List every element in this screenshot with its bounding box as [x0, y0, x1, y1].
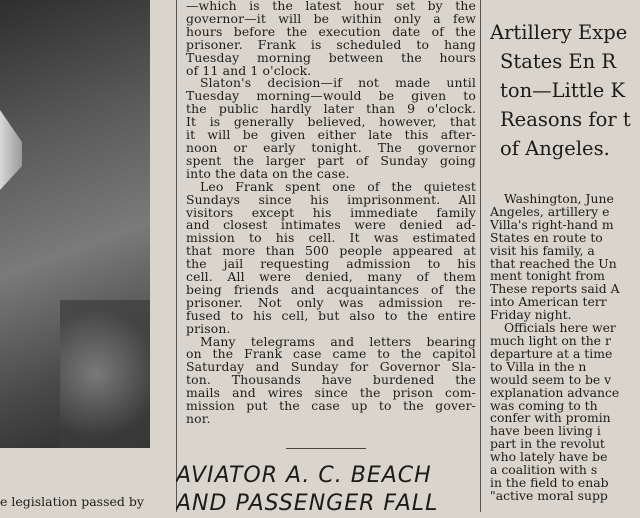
- article-line: These reports said A: [490, 281, 620, 297]
- photo-shadow: [60, 300, 150, 448]
- article-line: into American terr: [490, 294, 607, 310]
- headline-line: Reasons for t: [500, 108, 631, 131]
- article-line: Sundays since his imprisonment. All: [186, 191, 476, 207]
- article-line: cell. All were denied, many of them: [186, 269, 476, 285]
- article-line: mission put the case up to the gover-: [186, 398, 476, 414]
- article-line: of 11 and 1 o'clock.: [186, 62, 312, 78]
- article-line: was coming to th: [490, 397, 598, 413]
- article-line: mission to his cell. It was estimated: [186, 230, 476, 246]
- article-line: Many telegrams and letters bearing: [200, 333, 476, 349]
- article-line: into the data on the case.: [186, 165, 350, 181]
- article-line: "active moral supp: [490, 487, 608, 503]
- article-line: Slaton's decision—if not made until: [200, 75, 476, 91]
- article-line: the jail requesting admission to his: [186, 256, 476, 272]
- article-line: governor—it will be within only a few: [186, 10, 476, 26]
- article-line: visitors except his immediate family: [186, 204, 476, 220]
- article-line: prisoner. Not only was admission re-: [186, 294, 476, 310]
- artillery-headline: [490, 18, 640, 163]
- article-line: on the Frank case came to the capitol: [186, 346, 476, 362]
- article-line: States en route to: [490, 229, 603, 245]
- article-line: part in the revolut: [490, 436, 605, 452]
- article-line: explanation advance: [490, 384, 620, 400]
- article-line: prison.: [186, 320, 231, 336]
- article-line: Villa's right-hand m: [490, 216, 614, 232]
- article-line: in the field to enab: [490, 474, 609, 490]
- article-line: Leo Frank spent one of the quietest: [200, 178, 476, 194]
- artillery-article-body: [490, 193, 640, 503]
- article-line: a coalition with s: [490, 462, 598, 478]
- article-line: that more than 500 people appeared at: [186, 243, 476, 259]
- article-line: Friday night.: [490, 307, 572, 323]
- news-photograph: [0, 0, 150, 448]
- aviator-headline-line-2: AND PASSENGER FALL: [176, 491, 439, 516]
- article-line: would seem to be v: [490, 371, 612, 387]
- article-line: —which is the latest hour set by the: [186, 0, 476, 13]
- article-line: spent the larger part of Sunday going: [186, 152, 476, 168]
- article-line: fused to his cell, but also to the entire: [186, 307, 476, 323]
- article-line: much light on the r: [490, 332, 611, 348]
- article-line: visit his family, a: [490, 242, 595, 258]
- article-line: nor.: [186, 411, 211, 426]
- article-line: Angeles, artillery e: [490, 203, 610, 219]
- article-line: to Villa in the n: [490, 358, 587, 374]
- article-line: confer with promin: [490, 410, 611, 426]
- middle-column-article: [186, 0, 476, 426]
- article-line: it will be given either late this after-: [186, 127, 476, 143]
- article-separator: [286, 448, 366, 449]
- article-line: Saturday and Sunday for Governor Sla-: [186, 359, 476, 375]
- article-line: Tuesday morning—would be given to: [186, 88, 476, 104]
- article-line: the public hardly later than 9 o'clock.: [186, 101, 476, 117]
- article-line: have been living i: [490, 423, 601, 439]
- article-line: mails and wires since the prison com-: [186, 385, 476, 401]
- headline-line: Artillery Expe: [490, 21, 628, 44]
- headline-line: ton—Little K: [500, 79, 626, 102]
- headline-line: States En R: [500, 50, 617, 73]
- photo-highlight: [0, 110, 22, 190]
- aviator-headline: [176, 462, 476, 518]
- aviator-headline-line-1: AVIATOR A. C. BEACH: [176, 463, 432, 488]
- article-line: who lately have be: [490, 449, 608, 465]
- article-line: noon or early tonight. The governor: [186, 139, 476, 155]
- article-line: being friends and acquaintances of the: [186, 281, 476, 297]
- article-line: Tuesday morning between the hours: [186, 49, 476, 65]
- column-rule-right: [480, 0, 481, 512]
- article-line: prisoner. Frank is scheduled to hang: [186, 36, 476, 52]
- right-column-article: [490, 0, 640, 503]
- article-line: departure at a time: [490, 345, 613, 361]
- headline-line: of Angeles.: [500, 137, 610, 160]
- article-line: Washington, June: [504, 191, 614, 206]
- article-line: and closest intimates were denied ad-: [186, 217, 476, 233]
- article-line: Officials here wer: [504, 320, 616, 336]
- article-line: that reached the Un: [490, 255, 617, 271]
- article-line: It is generally believed, however, that: [186, 114, 476, 130]
- column-rule-left: [176, 0, 177, 512]
- article-line: ment tonight from: [490, 268, 605, 284]
- left-column-text: e legislation passed by: [0, 494, 144, 509]
- article-line: hours before the execution date of the: [186, 23, 476, 39]
- article-line: ton. Thousands have burdened the: [186, 372, 476, 388]
